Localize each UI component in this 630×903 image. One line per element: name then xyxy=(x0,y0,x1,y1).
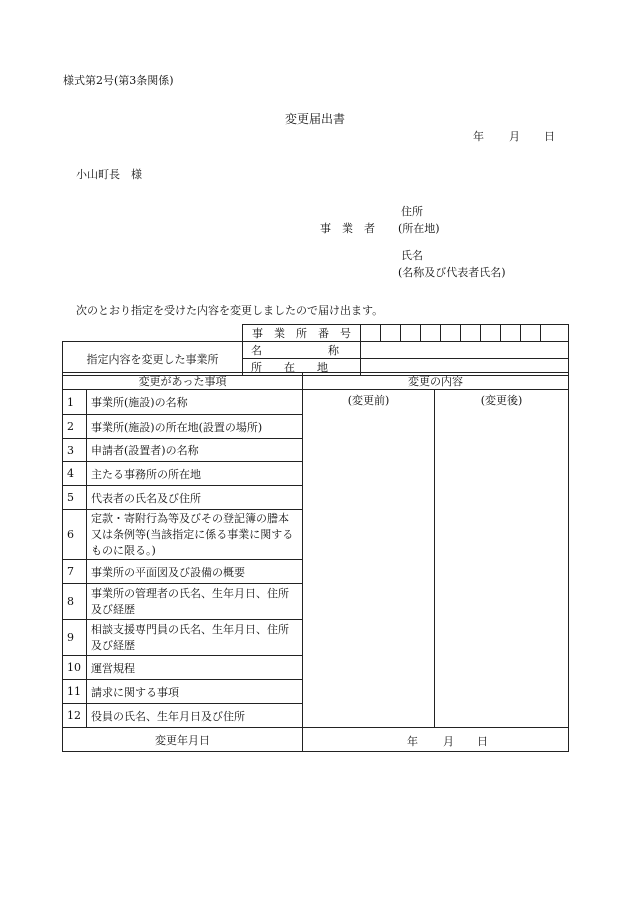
footer-year: 年 xyxy=(407,735,419,748)
after-column[interactable] xyxy=(435,390,569,728)
office-number-box[interactable] xyxy=(541,325,569,342)
month-label: 月 xyxy=(509,130,520,143)
office-location-label: 所 在 地 xyxy=(243,359,361,376)
applicant-label: 事 業 者 xyxy=(320,222,375,235)
item-no: 12 xyxy=(63,704,87,728)
item-text: 定款・寄附行為等及びその登記簿の謄本又は条例等(当該指定に係る事業に関するものに限る。) xyxy=(87,510,303,560)
item-text: 役員の氏名、生年月日及び住所 xyxy=(87,704,303,728)
office-number-box[interactable] xyxy=(401,325,421,342)
office-number-box[interactable] xyxy=(481,325,501,342)
address-label: 住所 xyxy=(401,205,423,218)
office-number-box[interactable] xyxy=(361,325,381,342)
item-no: 11 xyxy=(63,680,87,704)
item-text: 事業所(施設)の名称 xyxy=(87,390,303,415)
items-header: 変更があった事項 xyxy=(63,373,303,390)
office-number-label: 事 業 所 番 号 xyxy=(243,325,361,342)
footer-month: 月 xyxy=(443,735,455,748)
item-text: 主たる事務所の所在地 xyxy=(87,462,303,486)
office-number-box[interactable] xyxy=(381,325,401,342)
office-number-box[interactable] xyxy=(441,325,461,342)
item-no: 3 xyxy=(63,439,87,462)
footer-day: 日 xyxy=(477,735,489,748)
item-no: 1 xyxy=(63,390,87,415)
blank-corner xyxy=(63,325,243,342)
office-name-field[interactable] xyxy=(361,342,569,359)
office-number-box[interactable] xyxy=(521,325,541,342)
office-number-box[interactable] xyxy=(501,325,521,342)
item-text: 相談支援専門員の氏名、生年月日、住所及び経歴 xyxy=(87,620,303,656)
day-label: 日 xyxy=(544,130,555,143)
content-header: 変更の内容 xyxy=(303,373,569,390)
item-no: 9 xyxy=(63,620,87,656)
item-no: 7 xyxy=(63,560,87,584)
name-sub-label: (名称及び代表者氏名) xyxy=(398,266,506,279)
item-text: 申請者(設置者)の名称 xyxy=(87,439,303,462)
year-label: 年 xyxy=(473,130,484,143)
item-no: 2 xyxy=(63,415,87,439)
address-sub-label: (所在地) xyxy=(398,222,440,235)
change-date-field[interactable] xyxy=(303,728,569,752)
intro-text: 次のとおり指定を受けた内容を変更しましたので届け出ます。 xyxy=(76,304,384,317)
office-number-box[interactable] xyxy=(421,325,441,342)
after-header: (変更後) xyxy=(480,394,523,407)
office-table xyxy=(62,324,569,376)
item-no: 4 xyxy=(63,462,87,486)
before-column[interactable] xyxy=(303,390,435,728)
before-header: (変更前) xyxy=(347,394,390,407)
item-no: 5 xyxy=(63,486,87,510)
name-label: 氏名 xyxy=(401,249,423,262)
changes-table xyxy=(62,372,569,752)
change-date-label: 変更年月日 xyxy=(63,728,303,752)
item-no: 10 xyxy=(63,656,87,680)
item-text: 事業所の管理者の氏名、生年月日、住所及び経歴 xyxy=(87,584,303,620)
item-text: 事業所の平面図及び設備の概要 xyxy=(87,560,303,584)
item-text: 事業所(施設)の所在地(設置の場所) xyxy=(87,415,303,439)
item-text: 運営規程 xyxy=(87,656,303,680)
document-title: 変更届出書 xyxy=(285,112,346,126)
addressee: 小山町長 様 xyxy=(76,168,142,181)
item-no: 8 xyxy=(63,584,87,620)
office-name-label: 名 称 xyxy=(243,342,361,359)
item-text: 代表者の氏名及び住所 xyxy=(87,486,303,510)
office-group-label: 指定内容を変更した事業所 xyxy=(63,342,243,376)
form-number: 様式第2号(第3条関係) xyxy=(63,74,174,87)
item-no: 6 xyxy=(63,510,87,560)
item-text: 請求に関する事項 xyxy=(87,680,303,704)
office-number-box[interactable] xyxy=(461,325,481,342)
